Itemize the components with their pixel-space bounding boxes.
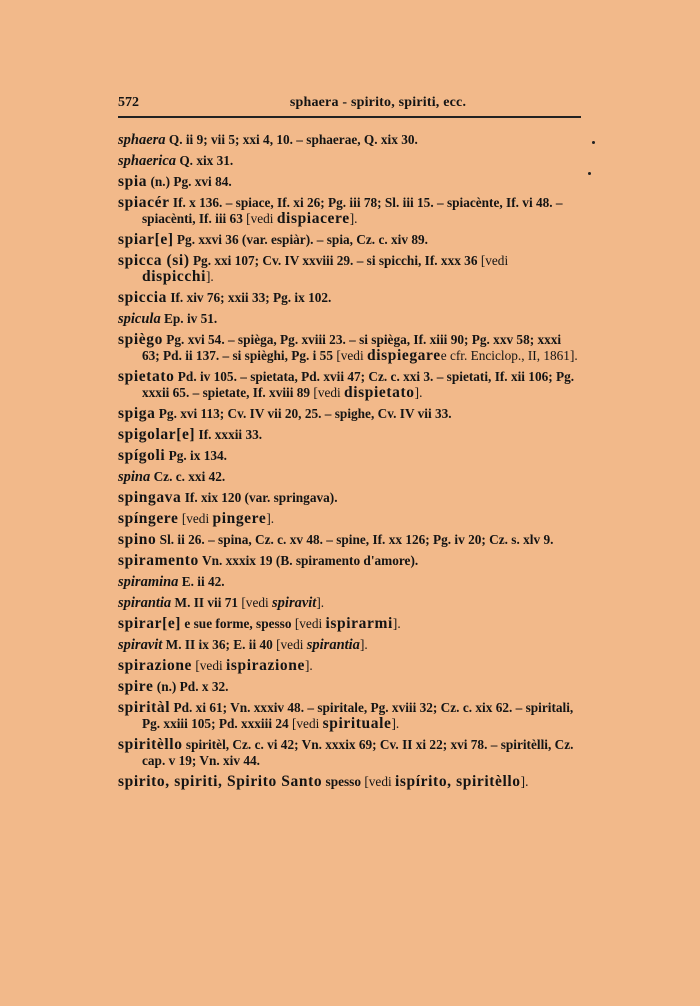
dictionary-entry — [118, 332, 580, 364]
cross-reference-label: [vedi — [313, 385, 341, 400]
dictionary-entry — [118, 174, 580, 190]
dictionary-entry — [118, 637, 580, 653]
entry-references: Pg. xxvi 36 (var. espiàr). – spia, Cz. c. xiv 89. — [176, 232, 428, 247]
cross-reference-word: spirantia — [306, 637, 360, 653]
entry-list — [118, 132, 580, 795]
dictionary-entry — [118, 511, 580, 527]
cross-reference-label: [vedi — [480, 253, 509, 268]
entry-headword: spino — [118, 531, 157, 548]
entry-headword: spígoli — [118, 447, 166, 464]
entry-headword: spiravit — [118, 637, 163, 653]
entry-headword: spiramina — [118, 574, 179, 590]
dictionary-entry — [118, 774, 580, 790]
entry-references: E. ii 42. — [181, 574, 225, 589]
cross-reference-label: [vedi — [195, 658, 223, 673]
entry-headword: spiacér — [118, 194, 170, 211]
entry-references: M. II ix 36; E. ii 40 — [165, 637, 273, 652]
cross-reference-close: ]. — [414, 385, 423, 400]
entry-headword: spire — [118, 678, 154, 695]
entry-headword: spigolar[e] — [118, 426, 196, 443]
entry-references: If. xix 120 (var. springava). — [184, 490, 338, 505]
entry-references: Pg. xvi 54. – spièga, Pg. xviii 23. – si spièga, If. xiii 90; Pg. xxv 58; xxxi 63; Pd. ii 137. – si spièghi, Pg. i 55 — [142, 332, 562, 363]
cross-reference-word: spirituale — [322, 715, 392, 732]
cross-reference-word: ispírito, spiritèllo — [395, 773, 521, 790]
dictionary-entry — [118, 290, 580, 306]
entry-references: If. xiv 76; xxii 33; Pg. ix 102. — [170, 290, 332, 305]
cross-reference-label: [vedi — [181, 511, 210, 526]
page-header — [118, 93, 579, 115]
entry-references: Pg. ix 134. — [168, 448, 227, 463]
entry-references: e sue forme, spesso — [184, 616, 292, 631]
entry-headword: spiritèllo — [118, 736, 183, 753]
cross-reference-word: ispirarmi — [325, 615, 393, 632]
entry-headword: spingava — [118, 489, 182, 506]
dictionary-entry — [118, 195, 580, 227]
cross-reference-close: ]. — [520, 774, 529, 789]
entry-headword: spicca (si) — [118, 252, 190, 269]
cross-reference-close: e cfr. Enciclop., II, 1861]. — [440, 348, 578, 363]
entry-headword: spiègo — [118, 331, 163, 348]
entry-headword: spiga — [118, 405, 156, 422]
entry-headword: spirar[e] — [118, 615, 182, 632]
page-number: 572 — [118, 95, 139, 110]
entry-references: spiritèl, Cz. c. vi 42; Vn. xxxix 69; Cv. II xi 22; xvi 78. – spiritèlli, Cz. cap. v 19; Vn. xiv 44. — [142, 737, 574, 768]
entry-references: Vn. xxxix 19 (B. spiramento d'amore). — [202, 553, 419, 568]
dictionary-entry — [118, 469, 580, 485]
entry-references: Ep. iv 51. — [164, 311, 218, 326]
cross-reference-close: ]. — [359, 637, 368, 652]
ink-speck — [592, 141, 595, 144]
dictionary-entry — [118, 311, 580, 327]
dictionary-entry — [118, 253, 580, 285]
cross-reference-word: dispiegare — [366, 347, 441, 364]
dictionary-entry — [118, 679, 580, 695]
entry-references: (n.) Pg. xvi 84. — [150, 174, 232, 189]
entry-references: spesso — [325, 774, 362, 789]
entry-headword: spietato — [118, 368, 175, 385]
running-head: sphaera - spirito, spiriti, ecc. — [289, 95, 467, 110]
dictionary-entry — [118, 427, 580, 443]
cross-reference-close: ]. — [349, 211, 358, 226]
cross-reference-word: dispietato — [344, 384, 415, 401]
entry-headword: spiar[e] — [118, 231, 174, 248]
dictionary-entry — [118, 616, 580, 632]
dictionary-entry — [118, 232, 580, 248]
dictionary-entry — [118, 595, 580, 611]
dictionary-entry — [118, 490, 580, 506]
entry-references: Sl. ii 26. – spina, Cz. c. xv 48. – spine, If. xx 126; Pg. iv 20; Cz. s. xlv 9. — [159, 532, 554, 547]
cross-reference-close: ]. — [266, 511, 275, 526]
cross-reference-label: [vedi — [276, 637, 304, 652]
entry-headword: spia — [118, 173, 148, 190]
cross-reference-close: ]. — [316, 595, 325, 610]
dictionary-entry — [118, 700, 580, 732]
dictionary-entry — [118, 574, 580, 590]
cross-reference-word: pingere — [212, 510, 267, 527]
cross-reference-word: dispicchi — [142, 268, 206, 285]
dictionary-entry — [118, 532, 580, 548]
entry-headword: sphaerica — [118, 153, 176, 169]
ink-speck — [588, 172, 591, 175]
entry-headword: spiccia — [118, 289, 167, 306]
cross-reference-label: [vedi — [336, 348, 364, 363]
entry-headword: spina — [118, 469, 151, 485]
dictionary-entry — [118, 658, 580, 674]
cross-reference-label: [vedi — [364, 774, 392, 789]
entry-references: If. x 136. – spiace, If. xi 26; Pg. iii 78; Sl. iii 15. – spiacènte, If. vi 48. – spiacènti, If. iii 63 — [142, 195, 563, 226]
entry-headword: spíngere — [118, 510, 179, 527]
entry-headword: spirito, spiriti, Spirito Santo — [118, 773, 323, 790]
entry-references: Pd. iv 105. – spietata, Pd. xvii 47; Cz. c. xxi 3. – spietati, If. xii 106; Pg. xxxii 65. – spietate, If. xviii 89 — [142, 369, 575, 400]
cross-reference-label: [vedi — [291, 716, 320, 731]
entry-references: Pg. xxi 107; Cv. IV xxviii 29. – si spicchi, If. xxx 36 — [192, 253, 478, 268]
entry-references: Cz. c. xxi 42. — [153, 469, 226, 484]
entry-headword: spicula — [118, 311, 161, 327]
cross-reference-word: ispirazione — [226, 657, 305, 674]
cross-reference-close: ]. — [205, 269, 214, 284]
dictionary-entry — [118, 737, 580, 769]
cross-reference-label: [vedi — [294, 616, 323, 631]
entry-references: Q. xix 31. — [179, 153, 234, 168]
cross-reference-close: ]. — [392, 616, 401, 631]
dictionary-entry — [118, 369, 580, 401]
entry-headword: spirantia — [118, 595, 172, 611]
entry-headword: spiramento — [118, 552, 199, 569]
dictionary-entry — [118, 553, 580, 569]
cross-reference-word: spiravit — [272, 595, 317, 611]
cross-reference-close: ]. — [304, 658, 313, 673]
entry-headword: spiritàl — [118, 699, 171, 716]
cross-reference-close: ]. — [391, 716, 400, 731]
header-rule — [118, 116, 581, 118]
entry-references: Q. ii 9; vii 5; xxi 4, 10. – sphaerae, Q. xix 30. — [168, 132, 418, 147]
dictionary-entry — [118, 448, 580, 464]
entry-headword: sphaera — [118, 132, 166, 148]
dictionary-entry — [118, 406, 580, 422]
dictionary-entry — [118, 153, 580, 169]
cross-reference-word: dispiacere — [276, 210, 350, 227]
dictionary-entry — [118, 132, 580, 148]
entry-references: M. II vii 71 — [174, 595, 239, 610]
cross-reference-label: [vedi — [241, 595, 269, 610]
entry-headword: spirazione — [118, 657, 193, 674]
entry-references: Pg. xvi 113; Cv. IV vii 20, 25. – spighe, Cv. IV vii 33. — [158, 406, 452, 421]
entry-references: If. xxxii 33. — [198, 427, 263, 442]
entry-references: (n.) Pd. x 32. — [156, 679, 229, 694]
cross-reference-label: [vedi — [246, 211, 274, 226]
entry-references: Pd. xi 61; Vn. xxxiv 48. – spiritale, Pg. xviii 32; Cz. c. xix 62. – spiritali, Pg. xxiii 105; Pd. xxxiii 24 — [142, 700, 574, 731]
